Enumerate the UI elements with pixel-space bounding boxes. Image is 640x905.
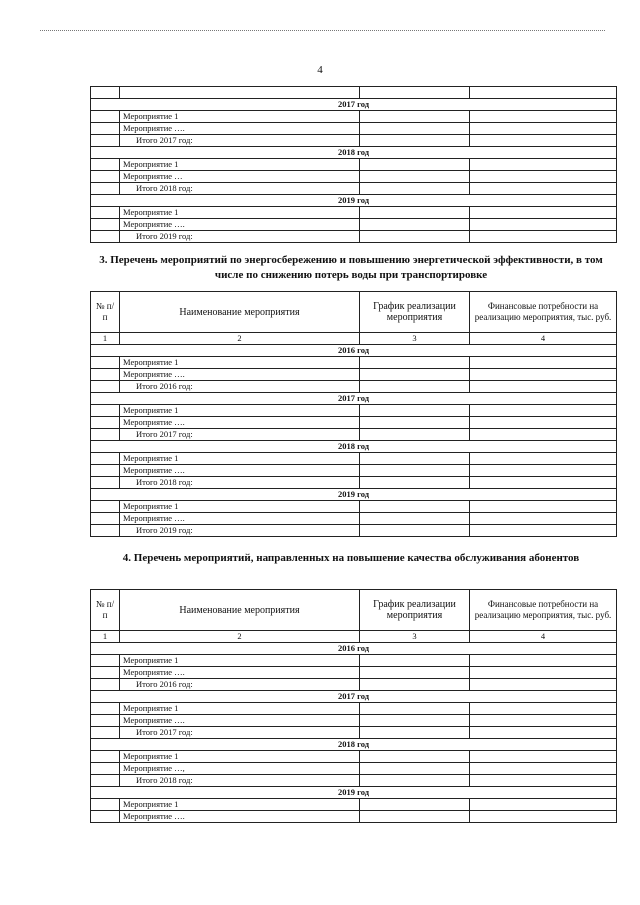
year-row <box>91 441 617 453</box>
header-row <box>91 590 617 631</box>
finance-cell <box>470 111 617 123</box>
table-row <box>91 453 617 465</box>
table-row <box>91 667 617 679</box>
num-cell <box>91 429 120 441</box>
finance-cell <box>470 159 617 171</box>
schedule-cell <box>360 763 470 775</box>
table-row <box>91 715 617 727</box>
num-cell <box>91 715 120 727</box>
activity-name: Мероприятие … <box>120 171 360 183</box>
year-label: 2018 год <box>91 739 617 751</box>
schedule-cell <box>360 703 470 715</box>
num-cell <box>91 501 120 513</box>
year-total-label: Итого 2018 год: <box>120 775 360 787</box>
year-label: 2017 год <box>91 691 617 703</box>
num-cell <box>91 381 120 393</box>
num-cell <box>91 231 120 243</box>
table-row <box>91 763 617 775</box>
schedule-cell <box>360 135 470 147</box>
num-cell <box>91 727 120 739</box>
schedule-cell <box>360 159 470 171</box>
activity-name: Мероприятие …. <box>120 123 360 135</box>
table-row <box>91 135 617 147</box>
schedule-cell <box>360 727 470 739</box>
col-schedule-header: График реализации мероприятия <box>360 292 470 333</box>
schedule-cell <box>360 405 470 417</box>
schedule-cell <box>360 513 470 525</box>
col-number: 4 <box>470 631 617 643</box>
year-label: 2018 год <box>91 147 617 159</box>
table-row <box>91 369 617 381</box>
year-row <box>91 691 617 703</box>
num-cell <box>91 667 120 679</box>
finance-cell <box>470 207 617 219</box>
year-total-label: Итого 2019 год: <box>120 525 360 537</box>
activity-name: Мероприятие …. <box>120 811 360 823</box>
year-row <box>91 739 617 751</box>
schedule-cell <box>360 715 470 727</box>
table-row <box>91 465 617 477</box>
activity-name: Мероприятие …. <box>120 715 360 727</box>
num-cell <box>91 219 120 231</box>
top-table <box>90 86 617 243</box>
finance-cell <box>470 123 617 135</box>
num-cell <box>91 811 120 823</box>
num-cell <box>91 799 120 811</box>
table-row <box>91 429 617 441</box>
year-label: 2019 год <box>91 489 617 501</box>
schedule-cell <box>360 465 470 477</box>
activity-name: Мероприятие …. <box>120 417 360 429</box>
col-num-header: № п/п <box>91 590 120 631</box>
num-cell <box>91 123 120 135</box>
finance-cell <box>470 763 617 775</box>
year-row <box>91 393 617 405</box>
section-4-table-container <box>90 589 617 823</box>
num-cell <box>91 417 120 429</box>
num-cell <box>91 763 120 775</box>
col-number: 4 <box>470 333 617 345</box>
section-4-title: 4. Перечень мероприятий, направленных на повышение качества обслуживания абонентов <box>122 552 580 564</box>
year-total-label: Итого 2017 год: <box>120 429 360 441</box>
num-cell <box>91 465 120 477</box>
schedule-cell <box>360 525 470 537</box>
activity-name: Мероприятие 1 <box>120 655 360 667</box>
table-row <box>91 231 617 243</box>
num-cell <box>91 135 120 147</box>
year-label: 2016 год <box>91 643 617 655</box>
table-row <box>91 703 617 715</box>
page-number: 4 <box>317 64 323 76</box>
col-name-header: Наименование мероприятия <box>120 590 360 631</box>
num-cell <box>91 369 120 381</box>
top-table-container <box>90 86 617 243</box>
table-row <box>91 811 617 823</box>
table-row <box>91 799 617 811</box>
activity-name: Мероприятие 1 <box>120 159 360 171</box>
schedule-cell <box>360 477 470 489</box>
num-cell <box>91 655 120 667</box>
year-row <box>91 195 617 207</box>
year-total-label: Итого 2017 год: <box>120 727 360 739</box>
num-cell <box>91 679 120 691</box>
column-numbers-row <box>91 333 617 345</box>
finance-cell <box>470 381 617 393</box>
header-row <box>91 292 617 333</box>
activity-name: Мероприятие …. <box>120 219 360 231</box>
table-row <box>91 513 617 525</box>
table-row <box>91 501 617 513</box>
finance-cell <box>470 513 617 525</box>
column-numbers-row <box>91 631 617 643</box>
finance-cell <box>470 183 617 195</box>
num-cell <box>91 525 120 537</box>
table-row <box>91 417 617 429</box>
schedule-cell <box>360 799 470 811</box>
activity-name: Мероприятие …. <box>120 369 360 381</box>
year-row <box>91 787 617 799</box>
year-total-label: Итого 2016 год: <box>120 679 360 691</box>
finance-cell <box>470 135 617 147</box>
num-cell <box>91 751 120 763</box>
table-row <box>91 111 617 123</box>
table-row <box>91 183 617 195</box>
table-row <box>91 679 617 691</box>
schedule-cell <box>360 667 470 679</box>
year-total-label: Итого 2017 год: <box>120 135 360 147</box>
schedule-cell <box>360 655 470 667</box>
year-label: 2017 год <box>91 99 617 111</box>
schedule-cell <box>360 123 470 135</box>
finance-cell <box>470 811 617 823</box>
num-cell <box>91 453 120 465</box>
year-row <box>91 147 617 159</box>
finance-cell <box>470 667 617 679</box>
num-cell <box>91 703 120 715</box>
col-schedule-header: График реализации мероприятия <box>360 590 470 631</box>
col-number: 3 <box>360 333 470 345</box>
table-row <box>91 751 617 763</box>
finance-cell <box>470 357 617 369</box>
activity-name: Мероприятие …, <box>120 763 360 775</box>
table-row <box>91 123 617 135</box>
table-row <box>91 405 617 417</box>
finance-cell <box>470 703 617 715</box>
finance-cell <box>470 799 617 811</box>
section-3-table <box>90 291 617 537</box>
finance-cell <box>470 429 617 441</box>
col-number: 2 <box>120 631 360 643</box>
schedule-cell <box>360 171 470 183</box>
year-label: 2016 год <box>91 345 617 357</box>
activity-name: Мероприятие 1 <box>120 703 360 715</box>
scan-artifact-line <box>40 30 605 31</box>
year-label: 2019 год <box>91 787 617 799</box>
schedule-cell <box>360 369 470 381</box>
col-num-header: № п/п <box>91 292 120 333</box>
table-row <box>91 87 617 99</box>
activity-name: Мероприятие …. <box>120 667 360 679</box>
year-label: 2018 год <box>91 441 617 453</box>
activity-name: Мероприятие 1 <box>120 799 360 811</box>
section-4-table <box>90 589 617 823</box>
num-cell <box>91 357 120 369</box>
col-finance-header: Финансовые потребности на реализацию мероприятия, тыс. руб. <box>470 292 617 333</box>
num-cell <box>91 207 120 219</box>
schedule-cell <box>360 111 470 123</box>
num-cell <box>91 405 120 417</box>
finance-cell <box>470 417 617 429</box>
activity-name: Мероприятие 1 <box>120 501 360 513</box>
activity-name: Мероприятие …. <box>120 465 360 477</box>
table-row <box>91 477 617 489</box>
schedule-cell <box>360 811 470 823</box>
schedule-cell <box>360 207 470 219</box>
activity-name: Мероприятие 1 <box>120 751 360 763</box>
finance-cell <box>470 171 617 183</box>
activity-name: Мероприятие …. <box>120 513 360 525</box>
finance-cell <box>470 727 617 739</box>
year-total-label: Итого 2016 год: <box>120 381 360 393</box>
table-row <box>91 219 617 231</box>
num-cell <box>91 775 120 787</box>
finance-cell <box>470 751 617 763</box>
table-row <box>91 357 617 369</box>
schedule-cell <box>360 417 470 429</box>
year-row <box>91 345 617 357</box>
section-3-title: 3. Перечень мероприятий по энергосбережению и повышению энергетической эффективности, в том числе по снижению потерь воды при транспортировке <box>99 254 603 281</box>
activity-name: Мероприятие 1 <box>120 357 360 369</box>
finance-cell <box>470 465 617 477</box>
finance-cell <box>470 679 617 691</box>
schedule-cell <box>360 381 470 393</box>
schedule-cell <box>360 429 470 441</box>
num-cell <box>91 111 120 123</box>
finance-cell <box>470 501 617 513</box>
table-row <box>91 381 617 393</box>
num-cell <box>91 183 120 195</box>
year-label: 2017 год <box>91 393 617 405</box>
year-label: 2019 год <box>91 195 617 207</box>
table-row <box>91 525 617 537</box>
section-3-table-container <box>90 291 617 537</box>
num-cell <box>91 477 120 489</box>
col-number: 1 <box>91 333 120 345</box>
col-name-header: Наименование мероприятия <box>120 292 360 333</box>
schedule-cell <box>360 775 470 787</box>
col-number: 3 <box>360 631 470 643</box>
num-cell <box>91 171 120 183</box>
activity-name: Мероприятие 1 <box>120 207 360 219</box>
schedule-cell <box>360 231 470 243</box>
activity-name: Мероприятие 1 <box>120 405 360 417</box>
finance-cell <box>470 453 617 465</box>
year-row <box>91 643 617 655</box>
table-row <box>91 171 617 183</box>
num-cell <box>91 159 120 171</box>
schedule-cell <box>360 219 470 231</box>
finance-cell <box>470 715 617 727</box>
table-row <box>91 727 617 739</box>
finance-cell <box>470 231 617 243</box>
num-cell <box>91 513 120 525</box>
col-finance-header: Финансовые потребности на реализацию мероприятия, тыс. руб. <box>470 590 617 631</box>
table-row <box>91 159 617 171</box>
activity-name: Мероприятие 1 <box>120 453 360 465</box>
schedule-cell <box>360 453 470 465</box>
schedule-cell <box>360 679 470 691</box>
finance-cell <box>470 369 617 381</box>
finance-cell <box>470 655 617 667</box>
finance-cell <box>470 405 617 417</box>
table-row <box>91 775 617 787</box>
table-row <box>91 207 617 219</box>
col-number: 2 <box>120 333 360 345</box>
finance-cell <box>470 219 617 231</box>
finance-cell <box>470 525 617 537</box>
year-row <box>91 489 617 501</box>
schedule-cell <box>360 751 470 763</box>
schedule-cell <box>360 357 470 369</box>
finance-cell <box>470 775 617 787</box>
table-row <box>91 655 617 667</box>
year-row <box>91 99 617 111</box>
activity-name: Мероприятие 1 <box>120 111 360 123</box>
schedule-cell <box>360 501 470 513</box>
finance-cell <box>470 477 617 489</box>
year-total-label: Итого 2019 год: <box>120 231 360 243</box>
year-total-label: Итого 2018 год: <box>120 183 360 195</box>
schedule-cell <box>360 183 470 195</box>
year-total-label: Итого 2018 год: <box>120 477 360 489</box>
col-number: 1 <box>91 631 120 643</box>
